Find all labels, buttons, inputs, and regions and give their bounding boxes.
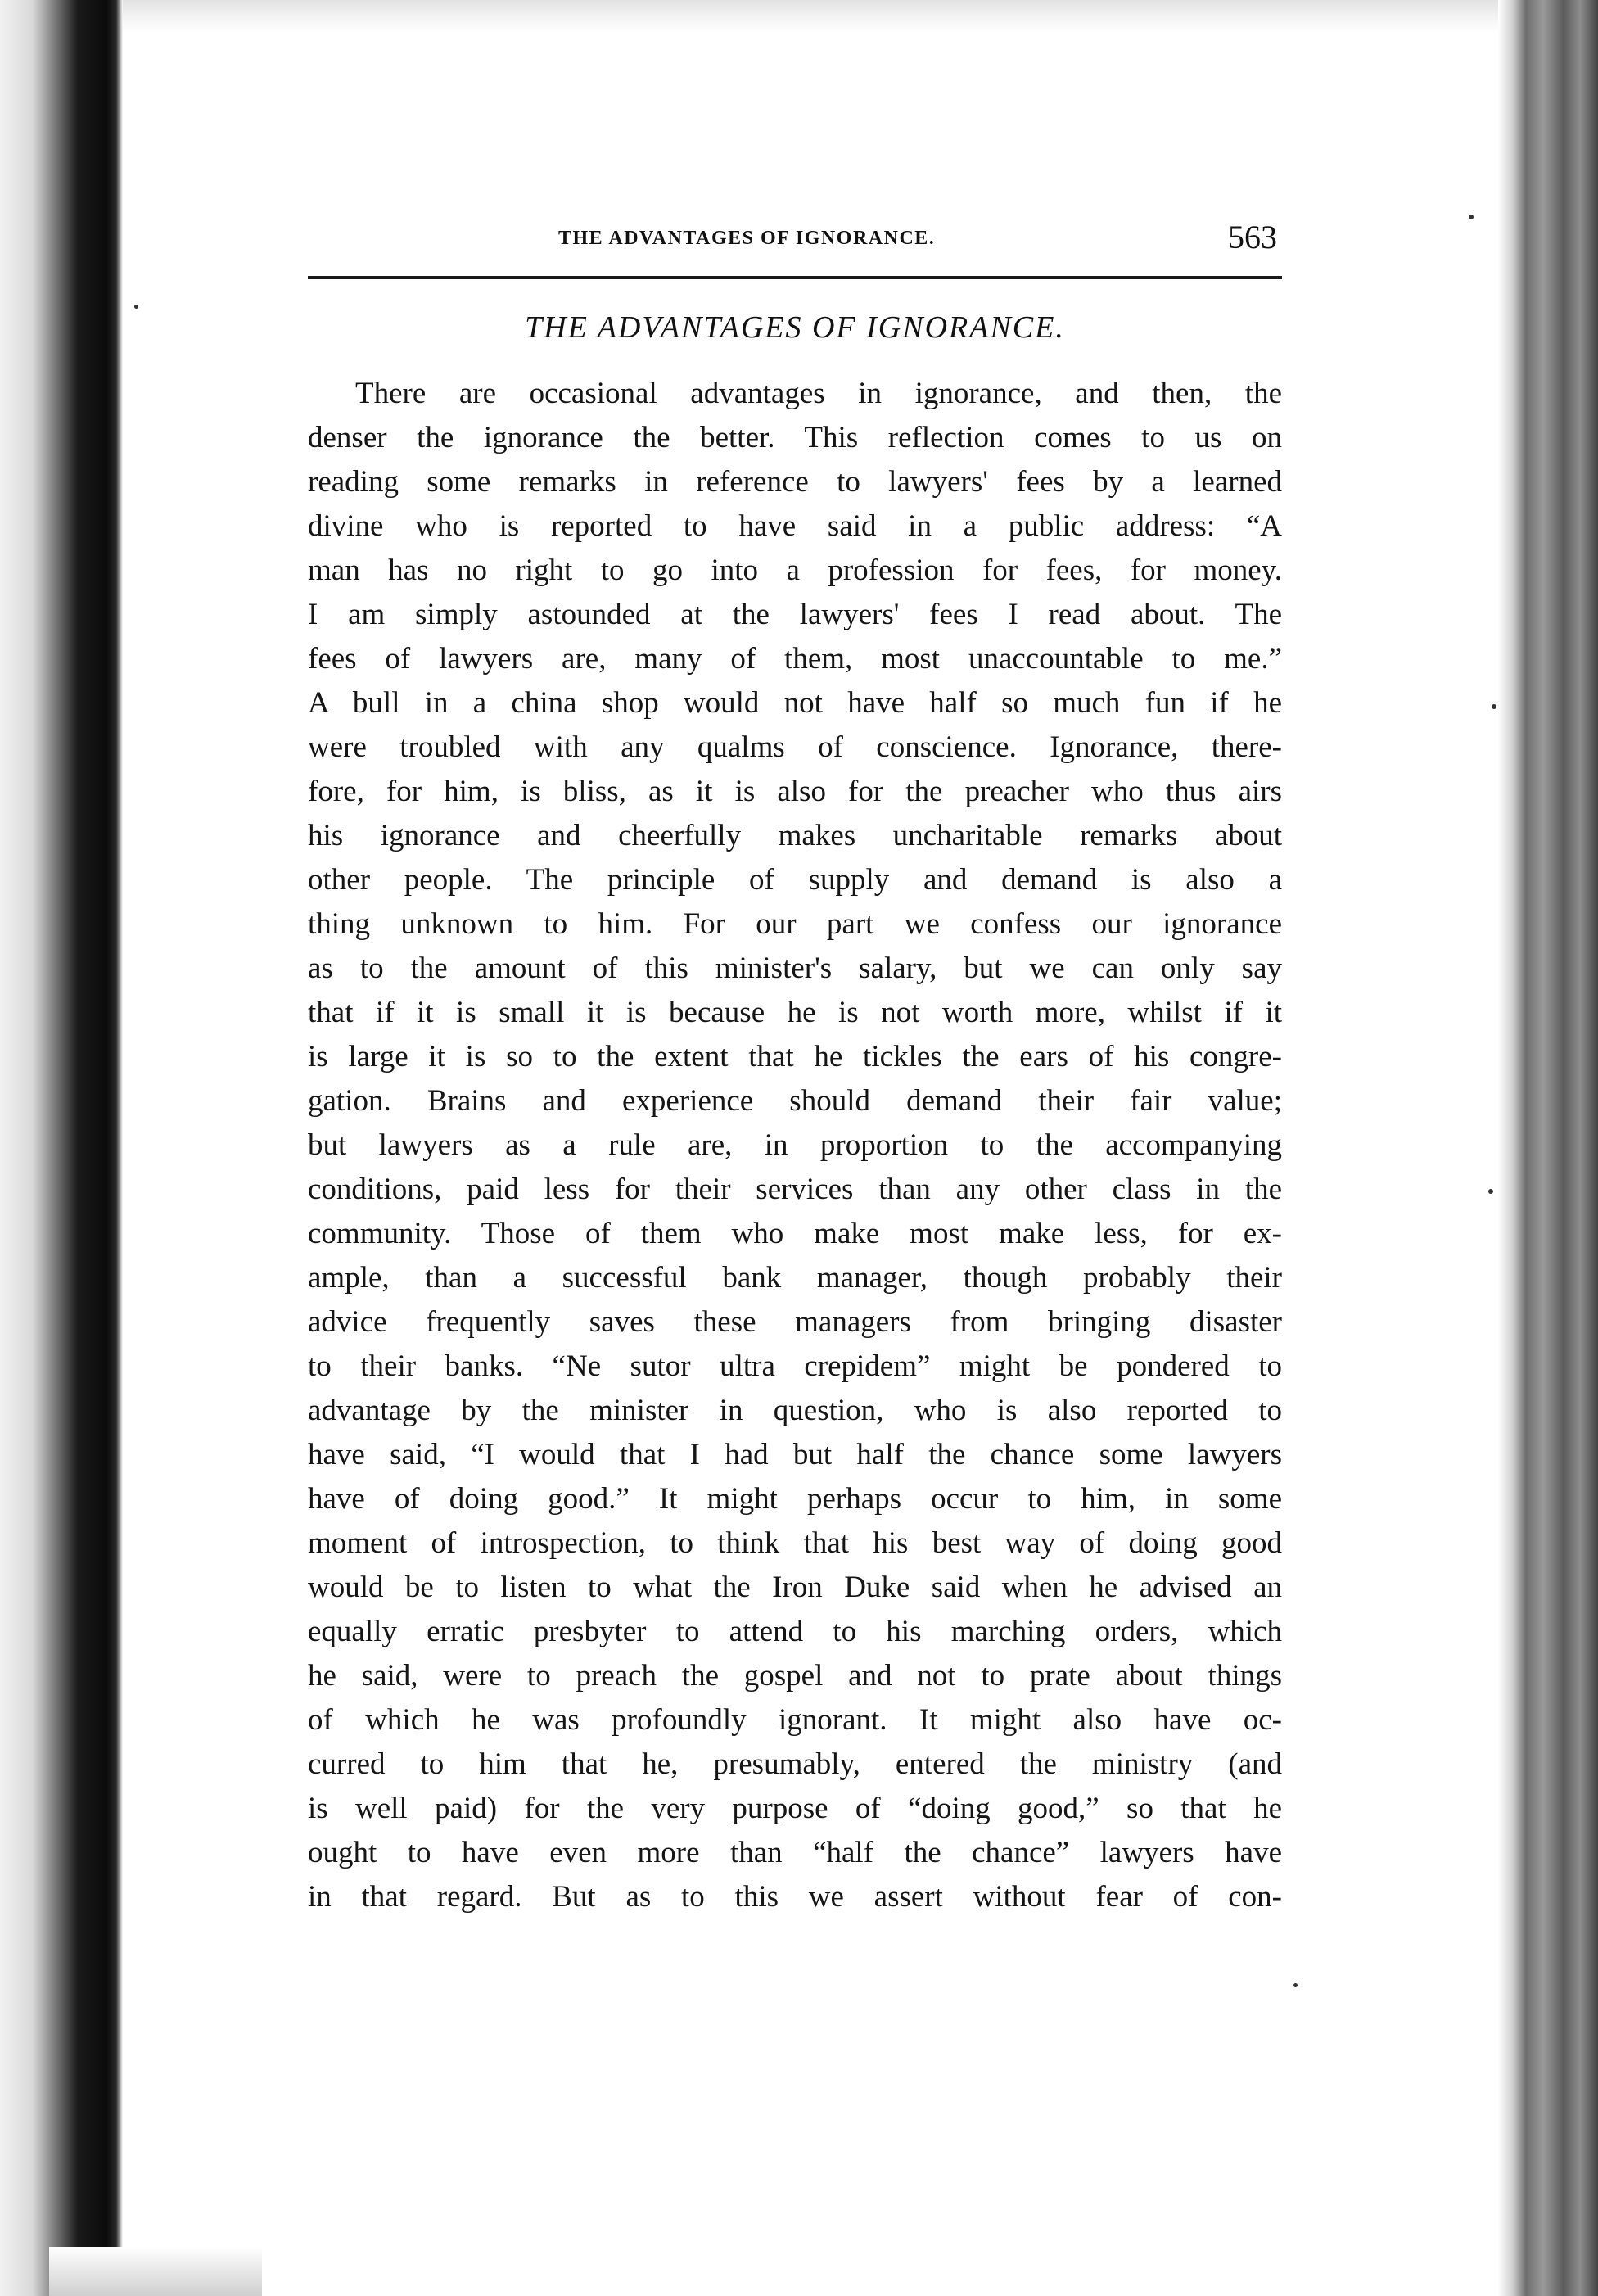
scan-edge-bottom	[49, 2247, 262, 2296]
text-line: of which he was profoundly ignorant. It might also have oc-	[308, 1703, 1282, 1737]
text-line: is well paid) for the very purpose of “doing good,” so that he	[308, 1792, 1282, 1825]
text-line: fore, for him, is bliss, as it is also for the preacher who thus airs	[308, 775, 1282, 808]
text-line: he said, were to preach the gospel and not to prate about things	[308, 1659, 1282, 1693]
running-head	[308, 216, 1282, 265]
text-line: community. Those of them who make most make less, for ex-	[308, 1217, 1282, 1250]
text-line: moment of introspection, to think that his best way of doing good	[308, 1526, 1282, 1560]
scan-edge-top	[123, 0, 1498, 33]
text-line: in that regard. But as to this we assert without fear of con-	[308, 1880, 1282, 1914]
text-line: other people. The principle of supply and demand is also a	[308, 863, 1282, 897]
text-line: advantage by the minister in question, who is also reported to	[308, 1394, 1282, 1427]
text-line: There are occasional advantages in ignorance, and then, the	[355, 377, 1282, 410]
running-head-title: THE ADVANTAGES OF IGNORANCE.	[558, 228, 936, 249]
text-line: conditions, paid less for their services than any other class in the	[308, 1173, 1282, 1206]
page-number: 563	[1228, 219, 1277, 255]
text-line: his ignorance and cheerfully makes uncharitable remarks about	[308, 819, 1282, 852]
text-line: have said, “I would that I had but half the chance some lawyers	[308, 1438, 1282, 1471]
header-rule	[308, 276, 1282, 279]
article-title: THE ADVANTAGES OF IGNORANCE.	[525, 310, 1065, 345]
text-line: is large it is so to the extent that he tickles the ears of his congre-	[308, 1040, 1282, 1073]
text-line: divine who is reported to have said in a public address: “A	[308, 509, 1282, 543]
binding-shadow-left	[0, 0, 123, 2296]
text-line: were troubled with any qualms of conscience. Ignorance, there-	[308, 730, 1282, 764]
text-line: equally erratic presbyter to attend to his marching orders, which	[308, 1615, 1282, 1648]
text-line: denser the ignorance the better. This reflection comes to us on	[308, 421, 1282, 454]
text-line: as to the amount of this minister's salary, but we can only say	[308, 951, 1282, 985]
text-line: fees of lawyers are, many of them, most unaccountable to me.”	[308, 642, 1282, 676]
page-edge-right	[1498, 0, 1598, 2296]
text-line: that if it is small it is because he is not worth more, whilst if it	[308, 996, 1282, 1029]
speck	[1469, 215, 1474, 219]
text-line: A bull in a china shop would not have half so much fun if he	[308, 686, 1282, 720]
text-line: would be to listen to what the Iron Duke said when he advised an	[308, 1571, 1282, 1604]
speck	[1488, 1189, 1493, 1194]
text-line: reading some remarks in reference to lawyers' fees by a learned	[308, 465, 1282, 499]
speck	[134, 305, 138, 309]
article-body	[308, 372, 1282, 1919]
text-line: I am simply astounded at the lawyers' fees I read about. The	[308, 598, 1282, 631]
text-line: ought to have even more than “half the chance” lawyers have	[308, 1836, 1282, 1869]
text-line: have of doing good.” It might perhaps occur to him, in some	[308, 1482, 1282, 1516]
text-line: advice frequently saves these managers from bringing disaster	[308, 1305, 1282, 1339]
speck	[1293, 1983, 1298, 1987]
text-line: man has no right to go into a profession for fees, for money.	[308, 554, 1282, 587]
text-line: curred to him that he, presumably, entered the ministry (and	[308, 1747, 1282, 1781]
speck	[1492, 704, 1496, 709]
text-line: ample, than a successful bank manager, though probably their	[308, 1261, 1282, 1295]
text-line: to their banks. “Ne sutor ultra crepidem” might be pondered to	[308, 1349, 1282, 1383]
text-line: gation. Brains and experience should demand their fair value;	[308, 1084, 1282, 1118]
text-line: thing unknown to him. For our part we confess our ignorance	[308, 907, 1282, 941]
text-line: but lawyers as a rule are, in proportion to the accompanying	[308, 1128, 1282, 1162]
